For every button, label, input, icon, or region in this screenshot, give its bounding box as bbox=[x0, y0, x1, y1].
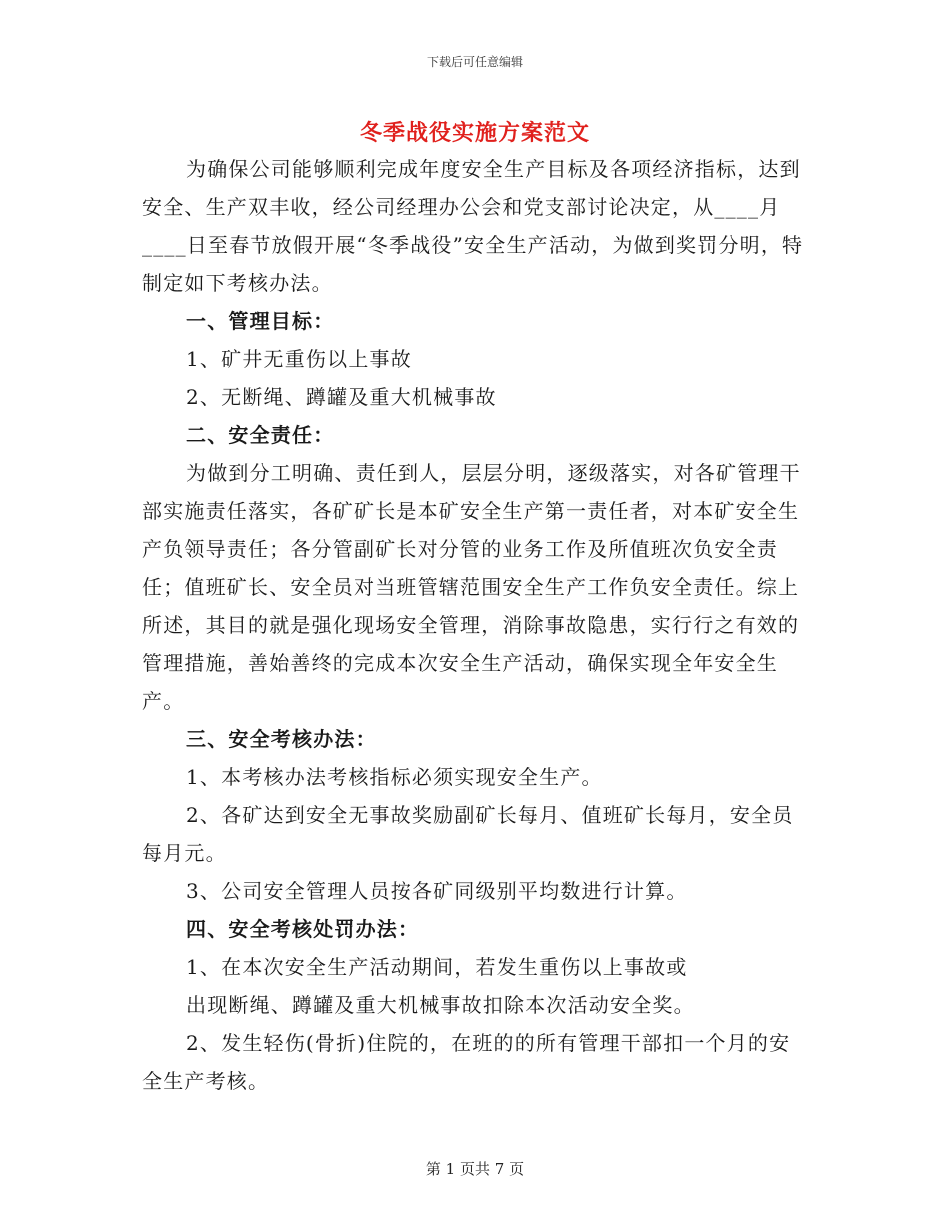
responsibility-paragraph: 为做到分工明确、责任到人，层层分明，逐级落实，对各矿管理干部实施责任落实，各矿矿长是本矿安全生产第一责任者，对本矿安全生产负领导责任；各分管副矿长对分管的业务工作及所值班次负安全责任；值班矿长、安全员对当班管辖范围安全生产工作负安全责任。综上所述，其目的就是强化现场安全管理，消除事故隐患，实行行之有效的管理措施，善始善终的完成本次安全生产活动，确保实现全年安全生产。 bbox=[142, 461, 801, 713]
document-title: 冬季战役实施方案范文 bbox=[359, 120, 590, 146]
assessment-item-2: 2、各矿达到安全无事故奖励副矿长每月、值班矿长每月，安全员每月元。 bbox=[142, 803, 794, 865]
section-heading-penalty-methods: 四、安全考核处罚办法： bbox=[186, 917, 420, 941]
section-heading-assessment-methods: 三、安全考核办法： bbox=[186, 727, 377, 751]
section-heading-management-goals: 一、管理目标： bbox=[186, 309, 335, 333]
penalty-item-1-continued: 出现断绳、蹲罐及重大机械事故扣除本次活动安全奖。 bbox=[186, 993, 695, 1017]
document-body bbox=[142, 150, 810, 1100]
assessment-item-1: 1、本考核办法考核指标必须实现安全生产。 bbox=[186, 765, 603, 789]
penalty-item-2: 2、发生轻伤(骨折)住院的，在班的的所有管理干部扣一个月的安全生产考核。 bbox=[142, 1031, 791, 1093]
assessment-item-3: 3、公司安全管理人员按各矿同级别平均数进行计算。 bbox=[186, 879, 688, 903]
goal-item-2: 2、无断绳、蹲罐及重大机械事故 bbox=[186, 385, 497, 409]
goal-item-1: 1、矿井无重伤以上事故 bbox=[186, 347, 412, 371]
penalty-item-1: 1、在本次安全生产活动期间，若发生重伤以上事故或 bbox=[186, 955, 688, 979]
section-heading-safety-responsibility: 二、安全责任： bbox=[186, 423, 335, 447]
intro-paragraph: 为确保公司能够顺利完成年度安全生产目标及各项经济指标，达到安全、生产双丰收，经公司经理办公会和党支部讨论决定，从____月____日至春节放假开展“冬季战役”安全生产活动，为做到奖罚分明，特制定如下考核办法。 bbox=[142, 157, 804, 295]
page-number-footer: 第 1 页共 7 页 bbox=[425, 1160, 525, 1178]
header-note: 下载后可任意编辑 bbox=[426, 55, 523, 69]
